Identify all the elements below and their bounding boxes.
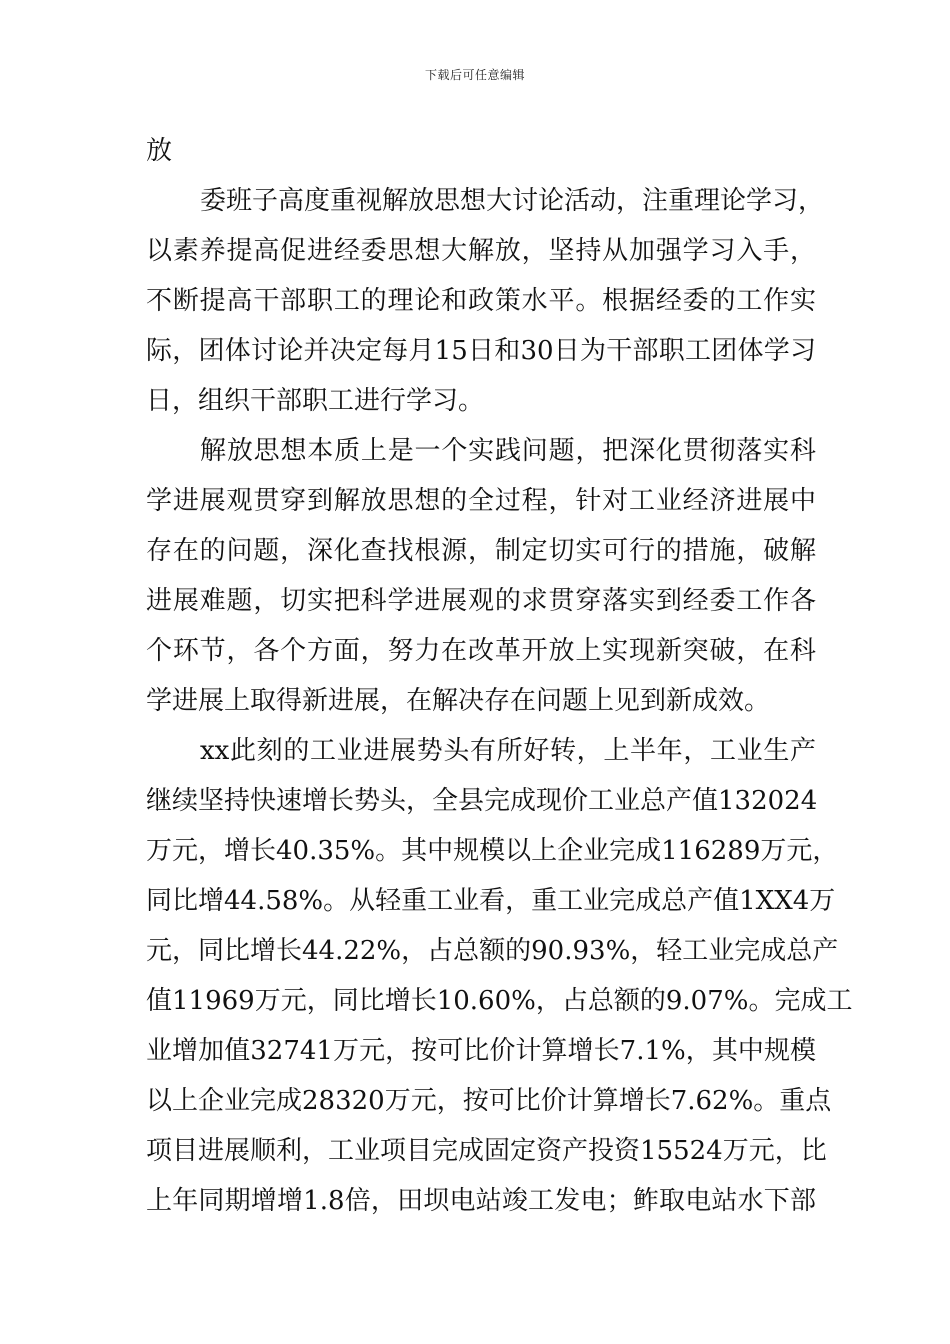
text-line: 学进展上取得新进展，在解决存在问题上见到新成效。	[146, 686, 771, 716]
text-line: 个环节，各个方面，努力在改革开放上实现新突破，在科	[146, 636, 816, 666]
text-line: 继续坚持快速增长势头，全县完成现价工业总产值132024	[146, 786, 818, 816]
text-line: 际，团体讨论并决定每月15日和30日为干部职工团体学习	[146, 336, 816, 366]
text-line: 学进展观贯穿到解放思想的全过程，针对工业经济进展中	[146, 486, 816, 516]
text-line: 同比增44.58%。从轻重工业看，重工业完成总产值1XX4万	[146, 886, 836, 916]
text-line: 委班子高度重视解放思想大讨论活动，注重理论学习，	[200, 186, 825, 216]
text-line: 以素养提高促进经委思想大解放，坚持从加强学习入手，	[146, 236, 816, 266]
text-line: 存在的问题，深化查找根源，制定切实可行的措施，破解	[146, 536, 816, 566]
text-line: 万元，增长40.35%。其中规模以上企业完成116289万元，	[146, 836, 839, 866]
text-line: 值11969万元，同比增长10.60%，占总额的9.07%。完成工	[146, 986, 853, 1016]
page-header: 下载后可任意编辑	[424, 68, 525, 82]
text-line: 项目进展顺利，工业项目完成固定资产投资15524万元，比	[146, 1136, 827, 1166]
text-line: 业增加值32741万元，按可比价计算增长7.1%，其中规模	[146, 1036, 816, 1066]
text-line: 上年同期增增1.8倍，田坝电站竣工发电；鲊取电站水下部	[146, 1186, 816, 1216]
text-line: 元，同比增长44.22%，占总额的90.93%，轻工业完成总产	[146, 936, 839, 966]
document-body	[146, 126, 853, 1226]
text-line: 以上企业完成28320万元，按可比价计算增长7.62%。重点	[146, 1086, 832, 1116]
text-line: xx此刻的工业进展势头有所好转，上半年，工业生产	[200, 736, 816, 766]
text-line: 不断提高干部职工的理论和政策水平。根据经委的工作实	[146, 286, 816, 316]
text-line: 进展难题，切实把科学进展观的求贯穿落实到经委工作各	[146, 586, 816, 616]
text-line: 放	[146, 136, 173, 166]
text-line: 解放思想本质上是一个实践问题，把深化贯彻落实科	[200, 436, 816, 466]
text-line: 日，组织干部职工进行学习。	[146, 386, 485, 416]
